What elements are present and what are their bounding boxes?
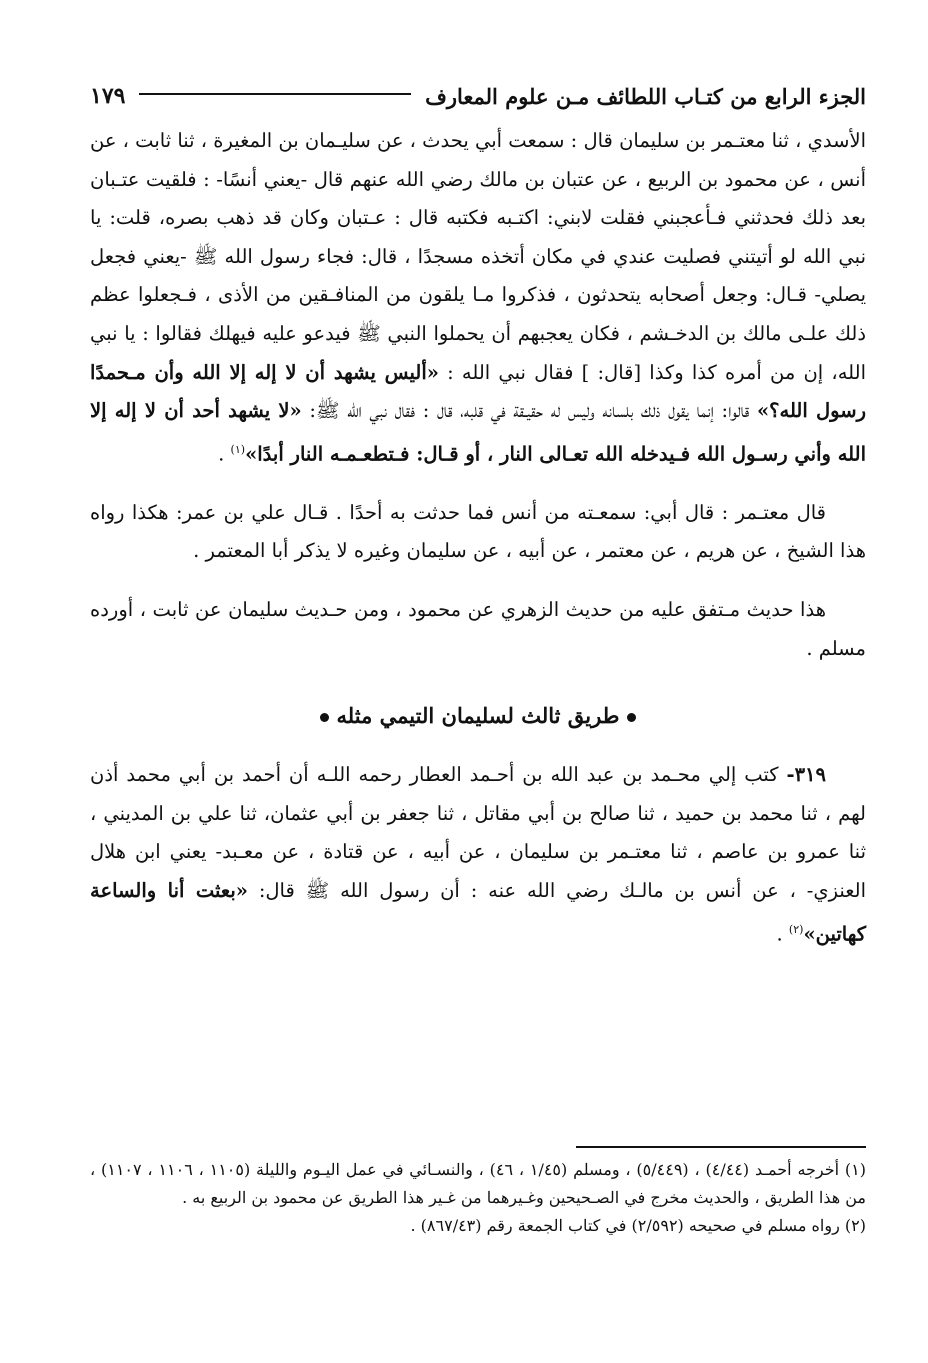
prophet-quote: «أليس يشهد أن لا إله إلا الله وأن مـحمدًا رسول الله؟» <box>90 360 867 423</box>
bullet-icon <box>627 713 636 722</box>
footnotes <box>90 1156 866 1240</box>
prophet-quote: «بعثت أنا والساعة كهاتين» <box>90 879 866 946</box>
section-heading: طريق ثالث لسليمان التيمي مثله <box>90 696 866 736</box>
running-title: الجزء الرابع من كتـاب اللطائف مـن علوم المعارف <box>425 83 866 109</box>
footnote-2: (٢) رواه مسلم في صحيحه (٢/٥٩٢) في كتاب الجمعة رقم (٨٦٧/٤٣) . <box>410 1216 866 1235</box>
paragraph-hadith-319: ٣١٩- كتب إلي محـمد بن عبد الله بن أحـمد العطار رحمه اللـه أن أحمد بن أبي محمد أذن لهم ، ثنا محمد بن حميد ، ثنا صالح بن أبي مقاتل ، ثنا جعفر بن أبي عثمان، ثنا علي بن المديني ، ثنا عمرو بن عاصم ، ثنا معتـمر بن سليمان ، عن أبيه ، عن قتادة ، عن معـبد- يعني ابن هلال العنزي- ، عن أنس بن مالـك رضي الله عنه : أن رسول الله ﷺ قال: «بعثت أنا والساعة كهاتين»$^{(٢)}$ . <box>90 763 866 946</box>
bullet-icon <box>320 713 329 722</box>
footnote-separator <box>576 1146 866 1148</box>
footnote-ref: (٢) <box>788 922 804 936</box>
page-number: ١٧٩ <box>90 83 126 109</box>
paragraph-mutamir: قال معتـمر : قال أبي: سمعـته من أنس فما حدثت به أحدًا . قـال علي بن عمر: هكذا رواه هذا الشيخ ، عن هريم ، عن معتمر ، عن أبيه ، عن سليمان وغيره لا يذكر أبا المعتمر . <box>90 500 866 563</box>
page-header <box>90 76 866 116</box>
hadith-number: ٣١٩- <box>786 763 826 787</box>
main-text <box>90 122 866 954</box>
prophet-quote: «لا يشهد أحد أن لا إله إلا الله وأني رسـول الله فـيدخله الله تعـالى النار ، أو قـال: فـتطعـمـه النار أبدًا» <box>90 399 866 466</box>
paragraph-hadith-text: الأسدي ، ثنا معتـمر بن سليمان قال : سمعت أبي يحدث ، عن سليـمان بن المغيرة ، ثنا ثابت ، عن أنس ، عن محمود بن الربيع ، عن عتبان بن مالك رضي الله عنهم قال -يعني أنسًا- : فلقيت عتـبان بعد ذلك فحدثني فـأعجبني فقلت لابني: اكتـبه فكتبه قال : عـتبان وكان قد ذهب بصره، قلت: يا نبي الله لو أتيتني فصليت عندي في مكان أتخذه مسجدًا ، قال: فجاء رسول الله ﷺ -يعني فجعل يصلي- قـال: وجعل أصحابه يتحدثون ، فذكروا مـا يلقون من المنافـقين من الأذى ، فـجعلوا عظم ذلك علـى مالك بن الدخـشم ، فكان يعجبهم أن يحملوا النبي ﷺ فيدعو عليه فيهلك فقالوا : يا نبي الله، إن من أمره كذا وكذا [قال: ] فقال نبي الله : «أليس يشهد أن لا إله إلا الله وأن مـحمدًا رسول الله؟» قالوا: إنما يقول ذلك بلسانه وليس له حقيـقة في قلبه، قال : فقال نبي الله ﷺ: «لا يشهد أحد أن لا إله إلا الله وأني رسـول الله فـيدخله الله تعـالى النار ، أو قـال: فـتطعـمـه النار أبدًا»$^{(١)}$ . <box>90 129 867 466</box>
header-rule <box>139 93 411 95</box>
footnote-ref: (١) <box>230 442 246 456</box>
footnote-1: (١) أخرجه أحمـد (٤/٤٤) ، (٥/٤٤٩) ، ومسلم (١/٤٥ ، ٤٦) ، والنسـائي في عمل اليـوم والليلة (١١٠٥ ، ١١٠٦ ، ١١٠٧) ، من هذا الطريق ، والحديث مخرج في الصـحيحين وغـيرهما من غـير هذا الطريق عن محمود بن الربيع به . <box>90 1160 866 1207</box>
paragraph-muttafaq: هذا حديث مـتفق عليه من حديث الزهري عن محمود ، ومن حـديث سليمان عن ثابت ، أورده مسلم . <box>90 598 866 660</box>
